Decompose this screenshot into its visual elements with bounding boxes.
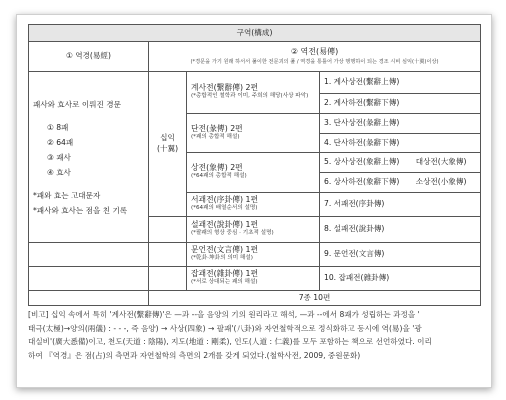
col2-header-cell xyxy=(149,42,481,72)
footer-line: 대실비'(廣大悉備)이고, 천도(天道 : 陰陽), 지도(地道 : 剛柔), 인도(人道 : 仁義)를 모두 포함하는 책으로 선언하였다. 이리 xyxy=(28,337,432,347)
row-note: (*64괘의 배열순서의 설명) xyxy=(191,205,258,212)
middle-cell-cont xyxy=(149,243,187,267)
right-item-5 xyxy=(320,153,481,173)
row-cell-2 xyxy=(187,153,320,193)
footer-line: 태극(太極)→양의(兩儀) : - - -, 즉 음양) → 사상(四象) → 팔괘'(八卦)와 자연철학적으로 정식화하고 동시에 역(易)을 '광 xyxy=(28,323,422,333)
row-cell-3 xyxy=(187,193,320,217)
total-left-blank xyxy=(29,291,149,306)
right-item-3: 3. 단사상전(彖辭上傳) xyxy=(320,114,481,134)
left-note: *괘사와 효사는 점을 친 기록 xyxy=(33,205,128,215)
right-item-6-extra: 소상전(小象傳) xyxy=(415,177,467,187)
left-item: ② 64괘 xyxy=(47,137,74,147)
row-note: (*팔괘의 형상 중심 · 기초적 설명) xyxy=(191,230,274,237)
row-main: 잡괘전(雜卦傳) 1편 xyxy=(191,269,259,279)
right-item-7: 7. 서괘전(序卦傳) xyxy=(320,193,481,217)
middle-cell-end xyxy=(149,267,187,291)
row-cell-5 xyxy=(187,243,320,267)
row-main: 서괘전(序卦傳) 1편 xyxy=(191,195,259,205)
left-item: ③ 괘사 xyxy=(47,152,71,162)
right-item-10: 10. 잡괘전(雜卦傳) xyxy=(320,267,481,291)
col2-note: (*경문을 가기 원래 하서서 풀이한 전문괴의 풀 / 역경을 통틀어 가상 행행하이 되는 경조 시비 심익(十翼)이상) xyxy=(190,58,439,65)
document-page xyxy=(16,14,492,388)
row-note: (*64괘의 총합적 해설) xyxy=(191,173,247,180)
right-item-8: 8. 설괘전(說卦傳) xyxy=(320,217,481,243)
row-note: (*乾卦·坤卦의 의미 해설) xyxy=(191,255,253,262)
right-item-6-label: 6. 상사하전(象辭下傳) xyxy=(324,177,400,187)
right-item-5-label: 5. 상사상전(象辭上傳) xyxy=(324,157,400,167)
left-note: *괘와 효는 고대문자 xyxy=(33,190,101,200)
footer-line: [비고] 십익 속에서 특히 '계사전(繫辭傳)'은 —과 --을 음양의 기의 원리라고 해석, —과 --에서 8괘가 성립하는 과정을 ' xyxy=(28,310,420,319)
left-cell-cont xyxy=(29,243,149,267)
row-main: 상전(象傳) 2편 xyxy=(191,163,243,173)
total-cell: 7종 10편 xyxy=(149,291,481,306)
row-note: (*서로 상대되는 괘의 해설) xyxy=(191,279,258,286)
right-item-4: 4. 단사하전(彖辭下傳) xyxy=(320,134,481,153)
table-title: 구역(構成) xyxy=(29,25,481,42)
middle-cell-lower xyxy=(149,217,187,243)
row-main: 문언전(文言傳) 1편 xyxy=(191,245,259,255)
row-cell-0 xyxy=(187,72,320,114)
left-cell xyxy=(29,72,149,243)
right-item-2: 2. 계사하전(繫辭下傳) xyxy=(320,94,481,114)
right-item-9: 9. 문언전(文言傳) xyxy=(320,243,481,267)
left-cell-end xyxy=(29,267,149,291)
footer-line: 하여 『역경』은 점(占)의 측면과 자연철학의 측면의 2개를 갖게 되었다.(철학사전, 2009, 중원문화) xyxy=(28,350,361,360)
row-cell-4 xyxy=(187,217,320,243)
left-item: ④ 효사 xyxy=(47,167,71,177)
middle-cell: 십익 (十翼) xyxy=(149,72,187,217)
row-main: 계사전(繫辭傳) 2편 xyxy=(191,83,259,93)
row-main: 단전(彖傳) 2편 xyxy=(191,123,243,133)
right-item-5-extra: 대상전(大象傳) xyxy=(415,157,467,167)
left-item: ① 8괘 xyxy=(47,122,69,132)
row-cell-1 xyxy=(187,114,320,153)
row-note: (*총합적인 철학과 이미, 주희의 해당(사상 파악) xyxy=(191,93,309,100)
row-note: (*괘의 총합적 해설) xyxy=(191,133,240,140)
left-intro: 괘사와 효사로 이뤄진 경문 xyxy=(33,99,121,109)
footer-note xyxy=(28,308,480,362)
col1-header: ① 역경(易經) xyxy=(29,42,149,72)
row-main: 설괘전(說卦傳) 1편 xyxy=(191,220,259,230)
right-item-6 xyxy=(320,173,481,193)
right-item-1: 1. 계사상전(繫辭上傳) xyxy=(320,72,481,94)
col2-header: ② 역전(易傳) xyxy=(290,47,339,57)
row-cell-6 xyxy=(187,267,320,291)
structure-table xyxy=(28,24,481,306)
